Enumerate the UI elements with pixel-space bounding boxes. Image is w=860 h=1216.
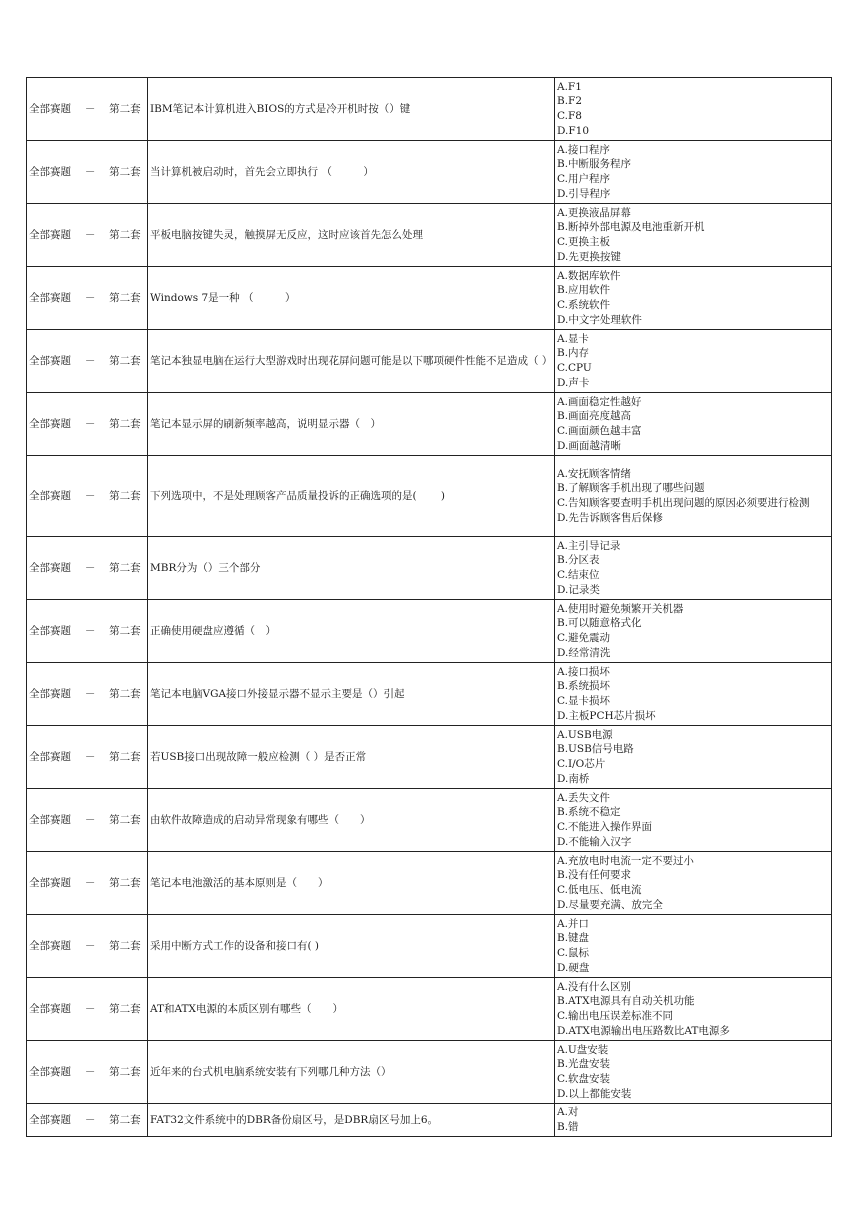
table-row bbox=[27, 393, 832, 456]
option-item: C.告知顾客要查明手机出现问题的原因必须要进行检测 bbox=[557, 497, 810, 509]
option-item: A.没有什么区别 bbox=[557, 980, 631, 993]
options-cell bbox=[555, 1041, 832, 1104]
option-item: B.错 bbox=[557, 1121, 579, 1133]
option-item: A.数据库软件 bbox=[557, 269, 621, 282]
question-cell: 笔记本独显电脑在运行大型游戏时出现花屏问题可能是以下哪项硬件性能不足造成（ ） bbox=[148, 330, 555, 393]
table-row bbox=[27, 663, 832, 726]
option-item: B.了解顾客手机出现了哪些问题 bbox=[557, 482, 705, 495]
option-item: C.显卡损坏 bbox=[557, 695, 610, 707]
option-item: A.USB电源 bbox=[557, 728, 613, 741]
question-cell: Windows 7是一种 （ ） bbox=[148, 267, 555, 330]
option-item: D.画面越清晰 bbox=[557, 439, 621, 452]
option-item: C.画面颜色越丰富 bbox=[557, 425, 642, 437]
table-row bbox=[27, 726, 832, 789]
question-table-body bbox=[27, 78, 832, 1137]
option-item: C.鼠标 bbox=[557, 947, 589, 959]
set-label-cell: 全部赛题 － 第二套 bbox=[27, 600, 148, 663]
options-cell bbox=[555, 852, 832, 915]
options-cell bbox=[555, 978, 832, 1041]
set-label-cell: 全部赛题 － 第二套 bbox=[27, 1104, 148, 1137]
options-cell bbox=[555, 915, 832, 978]
option-item: C.CPU bbox=[557, 362, 592, 374]
option-item: C.结束位 bbox=[557, 569, 600, 581]
options-cell bbox=[555, 789, 832, 852]
option-item: D.中文字处理软件 bbox=[557, 313, 642, 326]
options-cell bbox=[555, 330, 832, 393]
option-item: C.输出电压误差标准不同 bbox=[557, 1010, 673, 1022]
option-item: B.USB信号电路 bbox=[557, 743, 634, 756]
table-row bbox=[27, 852, 832, 915]
option-item: D.经常清洗 bbox=[557, 646, 611, 659]
set-label-cell: 全部赛题 － 第二套 bbox=[27, 537, 148, 600]
option-item: D.先告诉顾客售后保修 bbox=[557, 511, 663, 524]
table-row bbox=[27, 915, 832, 978]
options-cell bbox=[555, 537, 832, 600]
option-item: C.F8 bbox=[557, 110, 582, 122]
option-item: D.硬盘 bbox=[557, 961, 590, 974]
option-item: A.丢失文件 bbox=[557, 791, 610, 804]
option-item: B.没有任何要求 bbox=[557, 869, 632, 882]
question-cell: 当计算机被启动时，首先会立即执行 （ ） bbox=[148, 141, 555, 204]
set-label-cell: 全部赛题 － 第二套 bbox=[27, 663, 148, 726]
question-cell: FAT32文件系统中的DBR备份扇区号，是DBR扇区号加上6。 bbox=[148, 1104, 555, 1137]
option-item: B.中断服务程序 bbox=[557, 158, 632, 171]
options-cell bbox=[555, 726, 832, 789]
option-item: D.引导程序 bbox=[557, 187, 611, 200]
option-item: A.对 bbox=[557, 1106, 579, 1119]
table-row bbox=[27, 600, 832, 663]
options-cell bbox=[555, 393, 832, 456]
option-item: A.接口损坏 bbox=[557, 665, 610, 678]
option-item: B.内存 bbox=[557, 347, 590, 360]
option-item: A.U盘安装 bbox=[557, 1043, 609, 1056]
options-cell bbox=[555, 141, 832, 204]
table-row bbox=[27, 1041, 832, 1104]
option-item: C.用户程序 bbox=[557, 173, 610, 185]
option-item: B.断掉外部电源及电池重新开机 bbox=[557, 221, 705, 234]
option-item: C.避免震动 bbox=[557, 632, 610, 644]
table-row bbox=[27, 789, 832, 852]
option-item: C.I/O芯片 bbox=[557, 758, 606, 770]
set-label-cell: 全部赛题 － 第二套 bbox=[27, 456, 148, 537]
question-cell: 下列选项中，不是处理顾客产品质量投诉的正确选项的是( ) bbox=[148, 456, 555, 537]
option-item: B.光盘安装 bbox=[557, 1058, 611, 1071]
option-item: C.低电压、低电流 bbox=[557, 884, 642, 896]
options-cell bbox=[555, 663, 832, 726]
option-item: C.系统软件 bbox=[557, 299, 610, 311]
set-label-cell: 全部赛题 － 第二套 bbox=[27, 915, 148, 978]
option-item: A.使用时避免频繁开关机器 bbox=[557, 602, 684, 615]
option-item: D.主板PCH芯片损坏 bbox=[557, 709, 656, 722]
options-cell bbox=[555, 1104, 832, 1137]
question-cell: 正确使用硬盘应遵循（ ） bbox=[148, 600, 555, 663]
option-item: A.充放电时电流一定不要过小 bbox=[557, 854, 694, 867]
set-label-cell: 全部赛题 － 第二套 bbox=[27, 978, 148, 1041]
option-item: C.不能进入操作界面 bbox=[557, 821, 652, 833]
question-cell: AT和ATX电源的本质区别有哪些（ ） bbox=[148, 978, 555, 1041]
question-cell: IBM笔记本计算机进入BIOS的方式是冷开机时按（）键 bbox=[148, 78, 555, 141]
option-item: A.F1 bbox=[557, 80, 582, 93]
set-label-cell: 全部赛题 － 第二套 bbox=[27, 726, 148, 789]
set-label-cell: 全部赛题 － 第二套 bbox=[27, 393, 148, 456]
question-cell: 笔记本电脑VGA接口外接显示器不显示主要是（）引起 bbox=[148, 663, 555, 726]
option-item: A.主引导记录 bbox=[557, 539, 621, 552]
question-table bbox=[26, 77, 832, 1137]
option-item: A.更换液晶屏幕 bbox=[557, 206, 631, 219]
option-item: A.安抚顾客情绪 bbox=[557, 467, 631, 480]
option-item: D.不能输入汉字 bbox=[557, 835, 632, 848]
set-label-cell: 全部赛题 － 第二套 bbox=[27, 789, 148, 852]
option-item: A.显卡 bbox=[557, 332, 589, 345]
option-item: B.可以随意格式化 bbox=[557, 617, 642, 630]
set-label-cell: 全部赛题 － 第二套 bbox=[27, 1041, 148, 1104]
option-item: B.ATX电源具有自动关机功能 bbox=[557, 995, 695, 1008]
option-item: B.画面亮度越高 bbox=[557, 410, 632, 423]
set-label-cell: 全部赛题 － 第二套 bbox=[27, 204, 148, 267]
question-cell: 由软件故障造成的启动异常现象有哪些（ ） bbox=[148, 789, 555, 852]
option-item: D.以上都能安装 bbox=[557, 1087, 632, 1100]
table-row bbox=[27, 1104, 832, 1137]
question-cell: 笔记本电池激活的基本原则是（ ） bbox=[148, 852, 555, 915]
option-item: D.先更换按键 bbox=[557, 250, 621, 263]
option-item: A.接口程序 bbox=[557, 143, 610, 156]
table-row bbox=[27, 456, 832, 537]
table-row bbox=[27, 141, 832, 204]
table-row bbox=[27, 330, 832, 393]
set-label-cell: 全部赛题 － 第二套 bbox=[27, 852, 148, 915]
option-item: D.F10 bbox=[557, 124, 590, 137]
option-item: D.ATX电源输出电压路数比AT电源多 bbox=[557, 1024, 730, 1037]
option-item: D.记录类 bbox=[557, 583, 600, 596]
table-row bbox=[27, 267, 832, 330]
question-cell: 采用中断方式工作的设备和接口有( ) bbox=[148, 915, 555, 978]
question-cell: MBR分为（）三个部分 bbox=[148, 537, 555, 600]
set-label-cell: 全部赛题 － 第二套 bbox=[27, 141, 148, 204]
option-item: D.尽量要充满、放完全 bbox=[557, 898, 663, 911]
option-item: B.应用软件 bbox=[557, 284, 611, 297]
option-item: B.F2 bbox=[557, 95, 583, 108]
question-cell: 若USB接口出现故障一般应检测（ ）是否正常 bbox=[148, 726, 555, 789]
set-label-cell: 全部赛题 － 第二套 bbox=[27, 267, 148, 330]
option-item: B.系统损坏 bbox=[557, 680, 611, 693]
option-item: C.更换主板 bbox=[557, 236, 610, 248]
question-cell: 笔记本显示屏的刷新频率越高，说明显示器（ ） bbox=[148, 393, 555, 456]
options-cell bbox=[555, 78, 832, 141]
option-item: C.软盘安装 bbox=[557, 1073, 610, 1085]
set-label-cell: 全部赛题 － 第二套 bbox=[27, 330, 148, 393]
table-row bbox=[27, 537, 832, 600]
table-row bbox=[27, 978, 832, 1041]
option-item: B.分区表 bbox=[557, 554, 600, 567]
options-cell bbox=[555, 600, 832, 663]
option-item: D.南桥 bbox=[557, 772, 590, 785]
option-item: A.画面稳定性越好 bbox=[557, 395, 642, 408]
option-item: B.键盘 bbox=[557, 932, 590, 945]
options-cell bbox=[555, 456, 832, 537]
option-item: A.并口 bbox=[557, 917, 589, 930]
question-cell: 近年来的台式机电脑系统安装有下列哪几种方法（） bbox=[148, 1041, 555, 1104]
options-cell bbox=[555, 267, 832, 330]
question-cell: 平板电脑按键失灵，触摸屏无反应，这时应该首先怎么处理 bbox=[148, 204, 555, 267]
option-item: D.声卡 bbox=[557, 376, 590, 389]
table-row bbox=[27, 204, 832, 267]
options-cell bbox=[555, 204, 832, 267]
option-item: B.系统不稳定 bbox=[557, 806, 621, 819]
set-label-cell: 全部赛题 － 第二套 bbox=[27, 78, 148, 141]
table-row bbox=[27, 78, 832, 141]
